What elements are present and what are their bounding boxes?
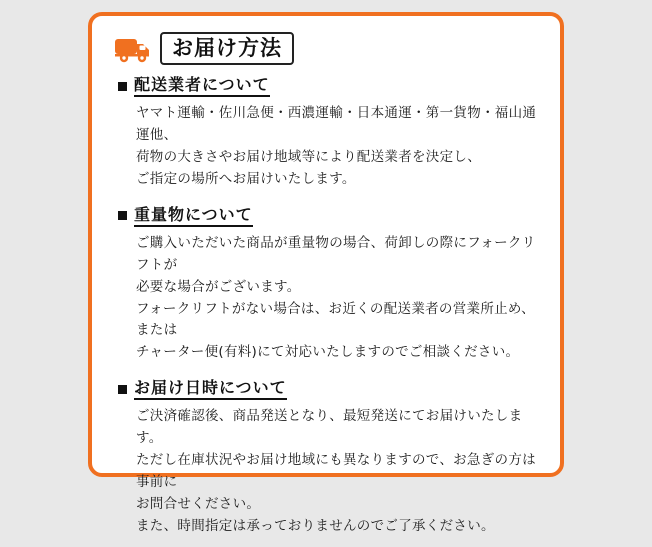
section-title: 配送業者について [134, 75, 270, 97]
delivery-truck-icon [114, 34, 152, 64]
body-line: ただし在庫状況やお届け地域にも異なりますので、お急ぎの方は事前に [136, 452, 536, 490]
section-carrier [110, 75, 540, 191]
body-line: 荷物の大きさやお届け地域等により配送業者を決定し、 [136, 149, 481, 166]
section-heading-row [118, 75, 540, 97]
section-title: お届け日時について [134, 378, 287, 400]
body-line: ご決済確認後、商品発送となり、最短発送にてお届けいたします。 [136, 408, 523, 447]
body-line: ご購入いただいた商品が重量物の場合、荷卸しの際にフォークリフトが [136, 234, 536, 273]
card-content [92, 16, 560, 547]
body-line: チャーター便(有料)にて対応いたしますのでご相談ください。 [136, 344, 520, 361]
delivery-info-card [88, 12, 564, 534]
body-line: 必要な場合がございます。 [136, 278, 301, 295]
section-body [136, 103, 540, 190]
body-line: ヤマト運輸・佐川急便・西濃運輸・日本通運・第一貨物・福山通運他、 [136, 105, 537, 144]
section-heading-row [118, 205, 540, 227]
section-title: 重量物について [134, 205, 253, 227]
section-delivery-datetime [110, 378, 540, 537]
body-line: フォークリフトがない場合は、お近くの配送業者の営業所止め、または [136, 300, 535, 339]
page-title: お届け方法 [160, 32, 294, 65]
square-bullet-icon [118, 82, 127, 91]
section-body [136, 406, 540, 537]
square-bullet-icon [118, 385, 127, 394]
card-title-row [114, 32, 540, 65]
section-body [136, 233, 540, 364]
square-bullet-icon [118, 211, 127, 220]
section-heading-row [118, 378, 540, 400]
section-heavy-goods [110, 205, 540, 364]
body-line: お問合せください。 [136, 495, 261, 512]
body-line: また、時間指定は承っておりませんのでご了承ください。 [136, 517, 495, 534]
body-line: ご指定の場所へお届けいたします。 [136, 170, 356, 187]
